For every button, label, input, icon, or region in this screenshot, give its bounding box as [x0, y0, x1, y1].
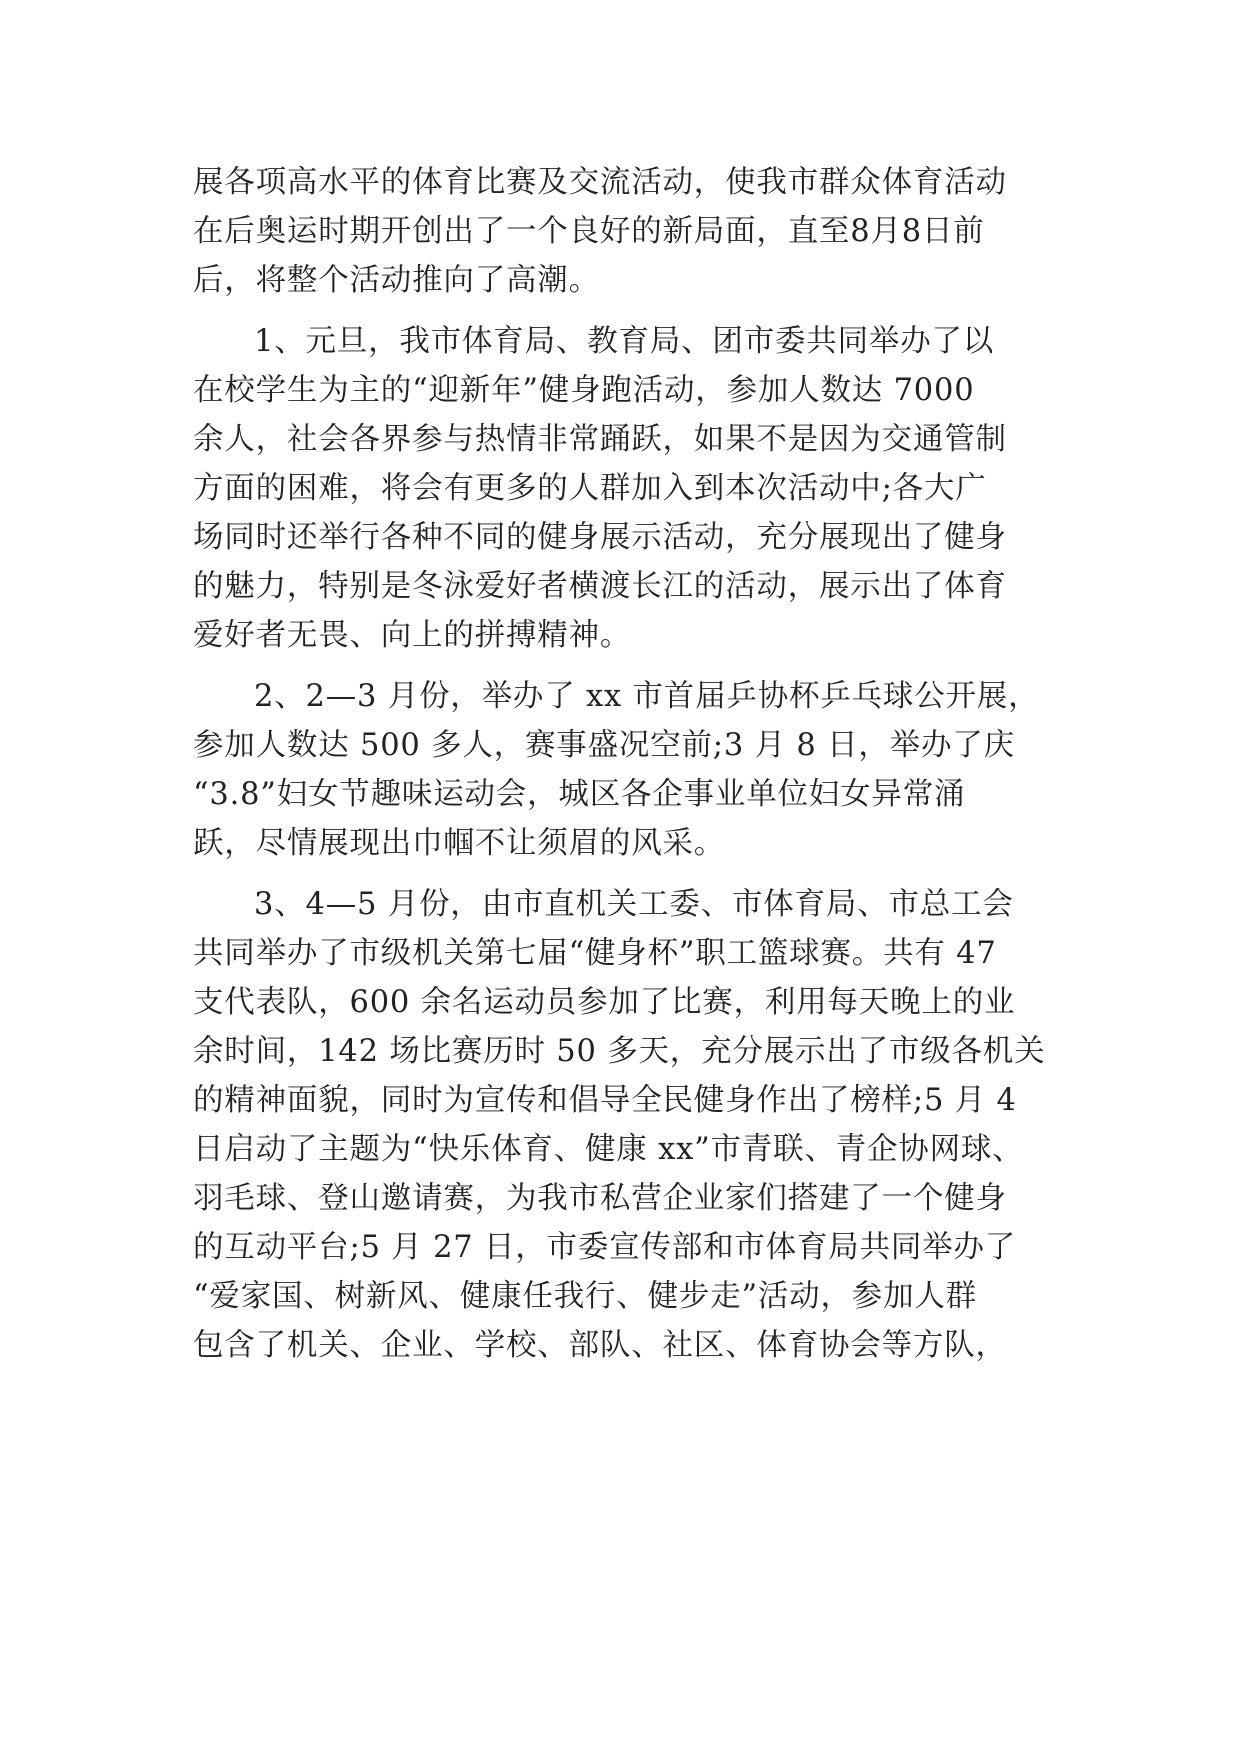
text-line: 爱好者无畏、向上的拼搏精神。	[193, 618, 632, 653]
paragraph-3	[193, 672, 1053, 868]
text-line: 后，将整个活动推向了高潮。	[193, 263, 600, 298]
text-line: 场同时还举行各种不同的健身展示活动，充分展现出了健身	[193, 520, 1007, 555]
text-line: “3.8”妇女节趣味运动会，城区各企事业单位妇女异常涌	[193, 777, 966, 812]
text-line: 的精神面貌，同时为宣传和倡导全民健身作出了榜样;5 月 4	[193, 1083, 1017, 1118]
body-text	[193, 158, 1053, 1370]
text-line: 支代表队，600 余名运动员参加了比赛，利用每天晚上的业	[193, 985, 1016, 1020]
text-line: 羽毛球、登山邀请赛，为我市私营企业家们搭建了一个健身	[193, 1181, 1007, 1216]
text-line: 在校学生为主的“迎新年”健身跑活动，参加人数达 7000	[193, 373, 975, 408]
text-line: 参加人数达 500 多人，赛事盛况空前;3 月 8 日，举办了庆	[193, 728, 1015, 763]
text-line: 共同举办了市级机关第七届“健身杯”职工篮球赛。共有 47	[193, 936, 997, 971]
text-line: 余时间，142 场比赛历时 50 多天，充分展示出了市级各机关	[193, 1034, 1046, 1069]
text-line: 的互动平台;5 月 27 日，市委宣传部和市体育局共同举办了	[193, 1230, 1017, 1265]
text-line: 跃，尽情展现出巾帼不让须眉的风采。	[193, 826, 726, 861]
text-line: 包含了机关、企业、学校、部队、社区、体育协会等方队，	[193, 1328, 1007, 1363]
paragraph-4	[193, 880, 1053, 1370]
paragraph-1	[193, 158, 1053, 305]
text-line: 方面的困难，将会有更多的人群加入到本次活动中;各大广	[193, 471, 987, 506]
paragraph-2	[193, 317, 1053, 660]
text-line: 在后奥运时期开创出了一个良好的新局面，直至8月8日前	[193, 214, 985, 249]
text-line: 余人，社会各界参与热情非常踊跃，如果不是因为交通管制	[193, 422, 1007, 457]
text-line: 2、2—3 月份，举办了 xx 市首届乒协杯乒乓球公开展，	[254, 679, 1040, 714]
text-line: “爱家国、树新风、健康任我行、健步走”活动，参加人群	[193, 1279, 977, 1314]
text-line: 的魅力，特别是冬泳爱好者横渡长江的活动，展示出了体育	[193, 569, 1007, 604]
text-line: 1、元旦，我市体育局、教育局、团市委共同举办了以	[254, 324, 995, 359]
text-line: 展各项高水平的体育比赛及交流活动，使我市群众体育活动	[193, 165, 1007, 200]
text-line: 日启动了主题为“快乐体育、健康 xx”市青联、青企协网球、	[193, 1132, 1024, 1167]
text-line: 3、4—5 月份，由市直机关工委、市体育局、市总工会	[254, 887, 1014, 922]
